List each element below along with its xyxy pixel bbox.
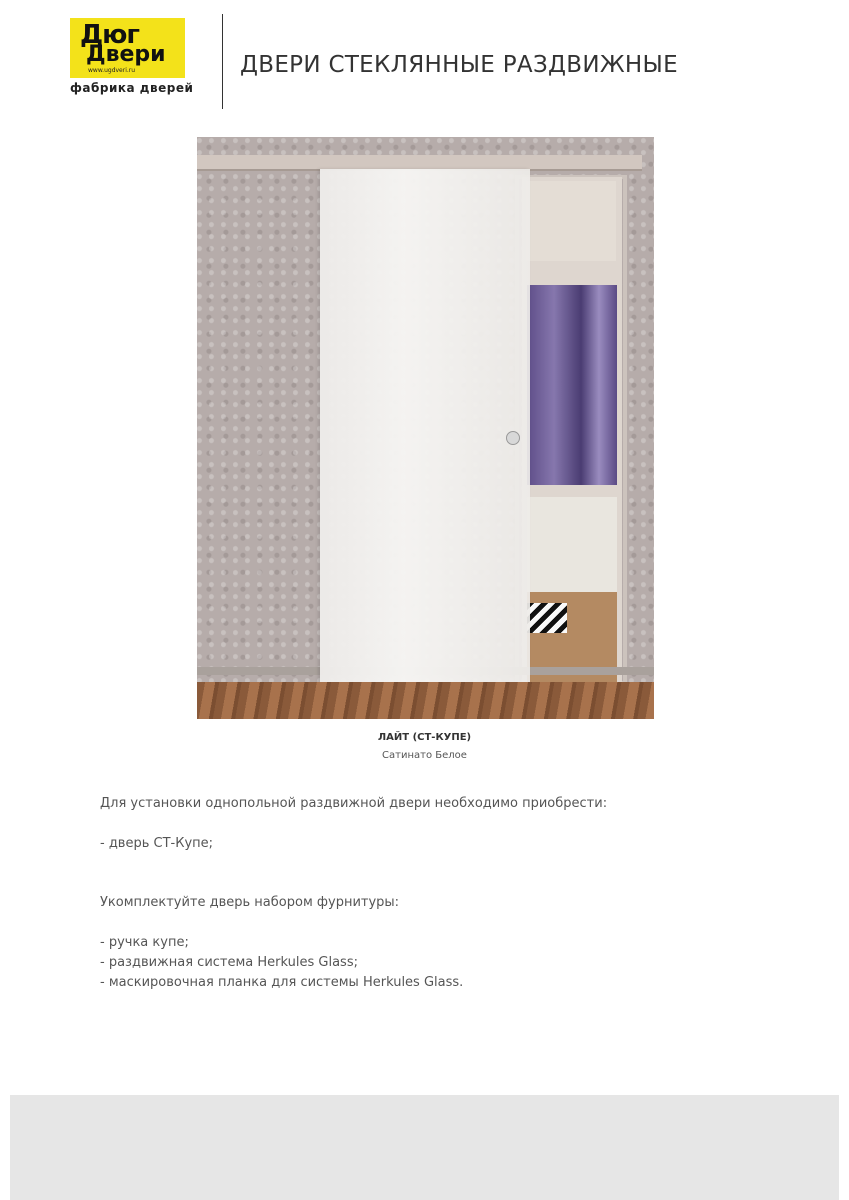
- sofa: [527, 497, 617, 592]
- brand-logo: [70, 18, 200, 98]
- header-divider: [222, 14, 223, 109]
- product-finish: Сатинато Белое: [382, 750, 467, 761]
- logo-badge: [70, 18, 185, 78]
- logo-text-top: Дюг: [80, 20, 140, 50]
- hardware-item: - раздвижная система Herkules Glass;: [100, 955, 358, 970]
- room-ceiling: [526, 181, 616, 261]
- glass-sliding-door: [320, 169, 530, 715]
- logo-url: www.ugdveri.ru: [88, 67, 136, 74]
- logo-tagline: фабрика дверей: [70, 81, 194, 95]
- curtain: [527, 285, 617, 485]
- page-title: ДВЕРИ СТЕКЛЯННЫЕ РАЗДВИЖНЫЕ: [240, 52, 678, 78]
- product-photo: [197, 137, 654, 719]
- hardware-intro: Укомплектуйте дверь набором фурнитуры:: [100, 895, 400, 910]
- logo-text-bottom: Двери: [86, 42, 166, 67]
- striped-rug: [527, 603, 567, 633]
- required-item: - дверь СТ-Купе;: [100, 836, 214, 851]
- footer-band: [10, 1095, 839, 1200]
- product-name: ЛАЙТ (СТ-КУПЕ): [377, 732, 472, 743]
- install-intro: Для установки однопольной раздвижной двери необходимо приобрести:: [100, 796, 608, 811]
- door-handle-icon: [506, 431, 520, 445]
- wood-floor: [197, 682, 654, 719]
- hardware-item: - ручка купе;: [100, 935, 189, 950]
- hardware-item: - маскировочная планка для системы Herkules Glass.: [100, 975, 464, 990]
